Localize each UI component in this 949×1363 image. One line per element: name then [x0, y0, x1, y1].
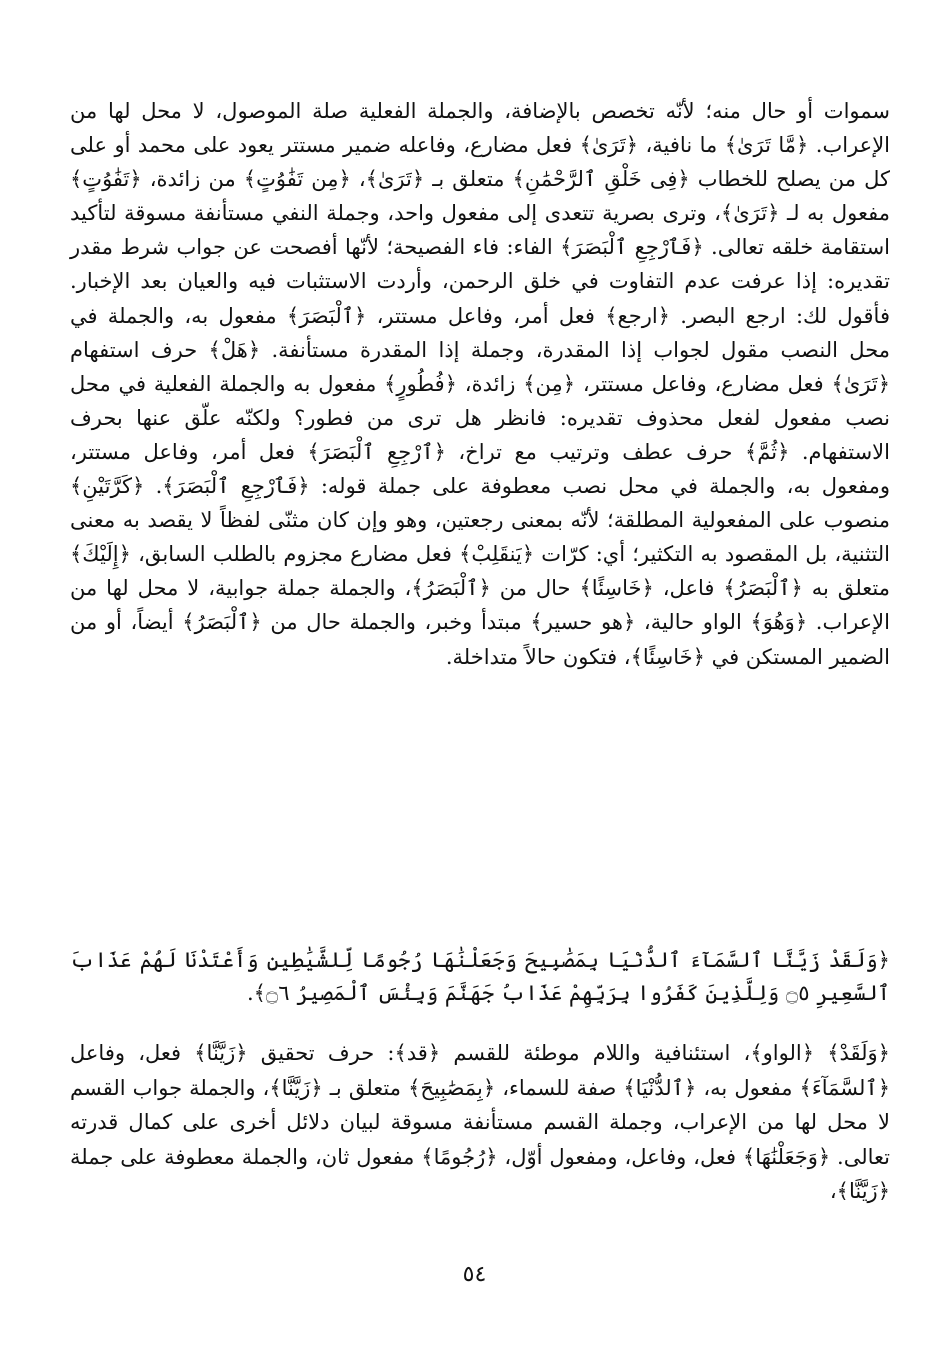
quran-verse-paragraph: ﴿وَلَقَدْ زَيَّنَّا ٱلسَّمَآءَ ٱلدُّنْيَا بِمَصَٰبِيحَ وَجَعَلْنَٰهَا رُجُومًا لِّلشَّيَٰطِينِ وَأَعْتَدْنَا لَهُمْ عَذَابَ ٱلسَّعِيرِ ۝٥ وَلِلَّذِينَ كَفَرُوا بِرَبِّهِمْ عَذَابُ جَهَنَّمَ وَبِئْسَ ٱلْمَصِيرُ ۝٦﴾.: [70, 948, 890, 1005]
commentary-paragraph-1: سموات أو حال منه؛ لأنّه تخصص بالإضافة، والجملة الفعلية صلة الموصول، لا محل لها من الإعراب. ﴿مَّا تَرَىٰ﴾ ما نافية، ﴿تَرَىٰ﴾ فعل مضارع، وفاعله ضمير مستتر يعود على محمد أو على كل من يصلح للخطاب ﴿فِى خَلْقِ ٱلرَّحْمَٰنِ﴾ متعلق بـ ﴿تَرَىٰ﴾، ﴿مِن تَفَٰوُتٍ﴾ من زائدة، ﴿تَفَٰوُتٍ﴾ مفعول به لـ ﴿تَرَىٰ﴾، وترى بصرية تتعدى إلى مفعول واحد، وجملة النفي مستأنفة مسوقة لتأكيد استقامة خلقه تعالى. ﴿فَٱرْجِعِ ٱلْبَصَرَ﴾ الفاء: فاء الفصيحة؛ لأنّها أفصحت عن جواب شرط مقدر تقديره: إذا عرفت عدم التفاوت في خلق الرحمن، وأردت الاستثبات فيه والعيان بعد الإخبار. فأقول لك: ارجع البصر. ﴿ارجع﴾ فعل أمر، وفاعل مستتر، ﴿ٱلْبَصَرَ﴾ مفعول به، والجملة في محل النصب مقول لجواب إذا المقدرة، وجملة إذا المقدرة مستأنفة. ﴿هَلْ﴾ حرف استفهام ﴿تَرَىٰ﴾ فعل مضارع، وفاعل مستتر، ﴿مِن﴾ زائدة، ﴿فُطُورٍ﴾ مفعول به والجملة الفعلية في محل نصب مفعول لفعل محذوف تقديره: فانظر هل ترى من فطور؟ ولكنّه علّق عنها بحرف الاستفهام. ﴿ثُمَّ﴾ حرف عطف وترتيب مع تراخ، ﴿ٱرْجِعِ ٱلْبَصَرَ﴾ فعل أمر، وفاعل مستتر، ومفعول به، والجملة في محل نصب معطوفة على جملة قوله: ﴿فَٱرْجِعِ ٱلْبَصَرَ﴾. ﴿كَرَّتَيْنِ﴾ منصوب على المفعولية المطلقة؛ لأنّه بمعنى رجعتين، وهو وإن كان مثنّى لفظاً لا يقصد به معنى التثنية، بل المقصود به التكثير؛ أي: كرّات ﴿يَنقَلِبْ﴾ فعل مضارع مجزوم بالطلب السابق، ﴿إِلَيْكَ﴾ متعلق به ﴿ٱلْبَصَرُ﴾ فاعل، ﴿خَاسِئًا﴾ حال من ﴿ٱلْبَصَرُ﴾، والجملة جملة جوابية، لا محل لها من الإعراب. ﴿وَهُوَ﴾ الواو حالية، ﴿هو حسير﴾ مبتدأ وخبر، والجملة حال من ﴿ٱلْبَصَرُ﴾ أيضاً، أو من الضمير المستكن في ﴿خَاسِئًا﴾، فتكون حالاً متداخلة.: [70, 99, 890, 669]
page-number: ٥٤: [462, 1262, 487, 1287]
commentary-paragraph-2: ﴿وَلَقَدْ﴾ ﴿الواو﴾، استئنافية واللام موطئة للقسم ﴿قد﴾: حرف تحقيق ﴿زَيَّنَّا﴾ فعل، وفاعل ﴿ٱلسَّمَآءَ﴾ مفعول به، ﴿ٱلدُّنْيَا﴾ صفة للسماء، ﴿بِمَصَٰبِيحَ﴾ متعلق بـ ﴿زَيَّنَّا﴾، والجملة جواب القسم لا محل لها من الإعراب، وجملة القسم مستأنفة مسوقة لبيان دلائل أخرى على كمال قدرته تعالى. ﴿وَجَعَلْنَٰهَا﴾ فعل، وفاعل، ومفعول أوّل، ﴿رُجُومًا﴾ مفعول ثان، والجملة معطوفة على جملة ﴿زَيَّنَّا﴾،: [70, 1041, 890, 1203]
